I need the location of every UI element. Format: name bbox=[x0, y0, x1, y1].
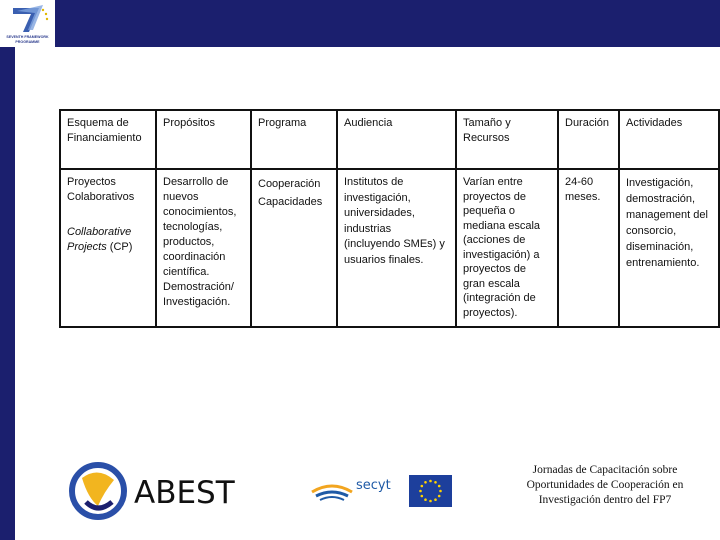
secyt-sun-icon bbox=[310, 470, 400, 510]
esquema-english-italic: Collaborative Projects bbox=[67, 226, 132, 253]
duracion-cell: 24-60 meses. bbox=[558, 169, 619, 327]
secyt-logo bbox=[310, 470, 400, 510]
esquema-cell bbox=[60, 169, 156, 327]
esquema-english-name bbox=[67, 225, 149, 255]
table-row bbox=[60, 169, 719, 327]
secyt-wordmark: secyt bbox=[356, 478, 391, 493]
header-cell: Actividades bbox=[619, 110, 719, 169]
header-cell: Esquema de Financiamiento bbox=[60, 110, 156, 169]
eu-flag bbox=[409, 475, 452, 507]
abest-logo bbox=[68, 458, 248, 524]
header-cell: Duración bbox=[558, 110, 619, 169]
eu-stars-icon bbox=[409, 475, 452, 507]
header-bar bbox=[0, 0, 720, 47]
header-cell: Tamaño y Recursos bbox=[456, 110, 558, 169]
fp7-text-line2: PROGRAMME bbox=[15, 40, 40, 44]
funding-scheme-table bbox=[59, 109, 720, 328]
table-header-row bbox=[60, 110, 719, 169]
esquema-name: Proyectos Colaborativos bbox=[67, 176, 135, 203]
actividades-cell: Investigación, demostración, management del consorcio, diseminación, entrenamiento. bbox=[619, 169, 719, 327]
fp7-logo-box bbox=[0, 0, 55, 47]
header-cell: Programa bbox=[251, 110, 337, 169]
fp7-text-line1: SEVENTH FRAMEWORK bbox=[6, 35, 49, 39]
header-cell: Audiencia bbox=[337, 110, 456, 169]
abest-wordmark: ABEST bbox=[134, 475, 235, 511]
tamano-cell: Varían entre proyectos de pequeña o mediana escala (acciones de investigación) a proyectos de gran escala (integración de proyectos). bbox=[456, 169, 558, 327]
footer-caption: Jornadas de Capacitación sobre Oportunidades de Cooperación en Investigación dentro del FP7 bbox=[526, 464, 684, 506]
header-cell: Propósitos bbox=[156, 110, 251, 169]
programa-cell: Cooperación Capacidades bbox=[251, 169, 337, 327]
esquema-english-suffix: (CP) bbox=[106, 241, 133, 253]
propositos-cell: Desarrollo de nuevos conocimientos, tecnologías, productos, coordinación científica. Demostración/ Investigación. bbox=[156, 169, 251, 327]
audiencia-cell: Institutos de investigación, universidades, industrias (incluyendo SMEs) y usuarios finales. bbox=[337, 169, 456, 327]
abest-swirl-icon bbox=[68, 458, 248, 524]
left-sidebar-bar bbox=[0, 47, 15, 540]
